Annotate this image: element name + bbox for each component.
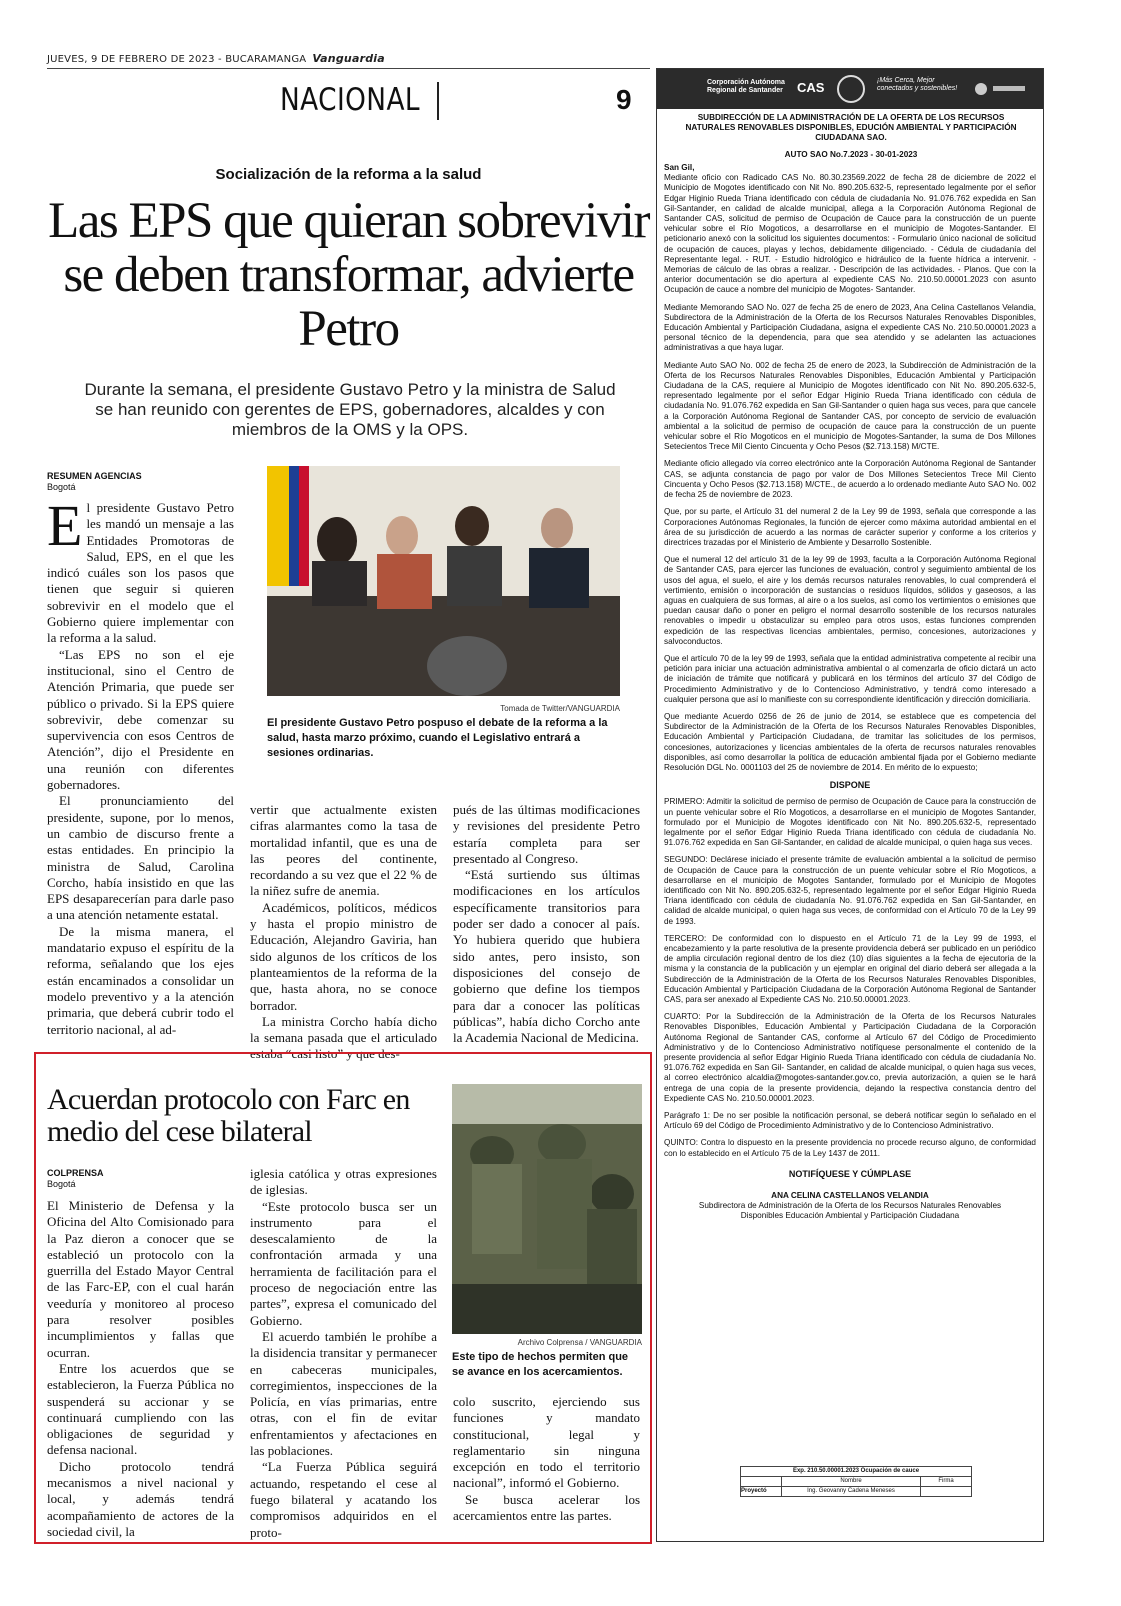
notice-dispone: DISPONE bbox=[829, 780, 871, 791]
notice-title: SUBDIRECCIÓN DE LA ADMINISTRACIÓN DE LA OFERTA DE LOS RECURSOS NATURALES RENOVABLES DISPONIBLES, EDUCIÓN AMBIENTAL Y PARTICIPACIÓN CIUDADANA SAO. bbox=[685, 113, 1017, 143]
page-number: 9 bbox=[616, 84, 632, 115]
second-column-2: iglesia católica y otras expresiones de iglesias. “Este protocolo busca ser un instrumento para el desescalamiento de la confrontación armada y una herramienta de facilitación para el proceso de negociación entre las partes”, expresa el comunicado del Gobierno. El acuerdo también le prohíbe a la disidencia transitar y permanecer en cabeceras municipales, corregimientos, inspecciones de la Policía, en vías primarias, entre otras, con el fin de evitar enfrentamientos y afectaciones en las poblaciones. “La Fuerza Pública seguirá actuando, respetando el cese al fuego bilateral y acatando los compromisos adquiridos en el proto- bbox=[250, 1166, 437, 1540]
second-headline: Acuerdan protocolo con Farc en medio del cese bilateral bbox=[47, 1083, 410, 1148]
second-photo-caption: Este tipo de hechos permiten que se avance en los acercamientos. bbox=[452, 1351, 629, 1378]
section-title: NACIONAL bbox=[280, 82, 421, 118]
second-place: Bogotá bbox=[47, 1179, 76, 1189]
article-byline: RESUMEN AGENCIAS Bogotá bbox=[47, 471, 142, 492]
article-headline: Las EPS que quieran sobrevivir se deben transformar, advierte Petro bbox=[48, 193, 649, 357]
notice-body: San Gil, Mediante oficio con Radicado CAS No. 80.30.23569.2022 de fecha 28 de diciembre de 2022 el Municipio de Mogotes identificado con Nit No. 890.205.632-5, representado legalmente por el señor Edgar Higinio Rueda Triana identificado con cédula de ciudadanía No. 91.076.762 expedida en San Gil-Santander, en calidad de alcalde municipal, allega a la Corporación Autónoma Regional de Santander CAS, solicitud de permiso de Ocupación de Cauce para la construcción de un puente vehicular sobre el Río Mogoticos, a desarrollarse en el municipio de Mogotes-Santander. El peticionario anexó con la solicitud los siguientes documentos: - Formulario único nacional de solicitud de ocupación de cauces, playas y lechos, debidamente diligenciado. - Cédula de ciudadanía del Representante legal. - RUT. - Estudio hidrológico e hidráulico de la fuente hídrica a intervenir. - Memorias de cálculo de las obras a realizar. - Descripción de las actividades. - Planos. Que con la anterior documentación se dio apertura al expediente CAS No. 210.50.00001.2023 con asunto Ocupación de cauce a nombre del municipio de Mogotes- Santander. Mediante Memorando SAO No. 027 de fecha 25 de enero de 2023, Ana Celina Castellanos Velandia, Subdirectora de la Administración de la Oferta de los Recursos Naturales Renovables Disponibles, Educación Ambiental y Participación Ciudadana, asigna el expediente CAS No. 210.50.00001.2023 a personal técnico de la dependencia, para que sea atendido y se adelanten las actuaciones administrativas a que haya lugar. Mediante Auto SAO No. 002 de fecha 25 de enero de 2023, la Subdirección de Administración de la Oferta de los Recursos Naturales Renovables Disponibles, Educación Ambiental y Participación Ciudadana de la CAS, requiere al Municipio de Mogotes identificado con Nit No. 890.205.632-5, representado legalmente por el señor Edgar Higinio Rueda Triana identificado con cédula de ciudadanía No. 91.076.762 expedida en San Gil-Santander o quien haga sus veces, para que cancele a la Corporación Autónoma Regional de Santander CAS, por concepto de servicio de evaluación ambiental a la solicitud de permiso de ocupación de cauce para la construcción de un puente vehicular sobre el Río Mogoticos en el municipio de Mogotes-Santander, la suma de Dos Millones Setecientos Trece Mil Ciento Cincuenta y Ocho Pesos ($2.713.158) M/CTE. Mediante oficio allegado vía correo electrónico ante la Corporación Autónoma Regional de Santander CAS, se adjunta constancia de pago por valor de Dos Millones Setecientos Trece Mil Ciento Cincuenta y Ocho Pesos ($2.713.158) M/CTE., de acuerdo a lo ordenado mediante Auto SAO No. 002 de fecha 25 de noviembre de 2023. Que, por su parte, el Artículo 31 del numeral 2 de la Ley 99 de 1993, señala que corresponde a las Corporaciones Autónomas Regionales, la función de ejercer como máxima autoridad ambiental en el área de su jurisdicción de acuerdo a las normas de carácter superior y conforme a los criterios y directrices trazadas por el Ministerio de Ambiente y Desarrollo Sostenible. Que el numeral 12 del artículo 31 de la ley 99 de 1993, faculta a la Corporación Autónoma Regional de Santander CAS, para ejercer las funciones de evaluación, control y seguimiento ambiental de los usos del agua, el suelo, el aire y los demás recursos naturales renovables, lo cual comprenderá el vertimiento, emisión o incorporación de sustancias o residuos líquidos, sólidos y gaseosos, a las aguas en cualquiera de sus formas, al aire o a los suelos, así como los vertimientos o emisiones que puedan causar daño o poner en peligro el normal desarrollo sostenible de los recursos naturales renovables o impedir u obstaculizar su empleo para otros usos, estas funciones comprenden expedición de las respectivas licencias ambientales, permiso, concesiones, autorizaciones y salvoconductos. Que el artículo 70 de la ley 99 de 1993, señala que la entidad administrativa competente al recibir una petición para iniciar una actuación administrativa ambiental o al comenzarla de oficio dictará un acto de iniciación de trámite que notificará y publicará en los términos del artículo 37 del Código de Procedimiento Administrativo y de lo Contencioso Administrativo, y tendrá como interesado a cualquier persona que así lo manifieste con su correspondiente identificación y dirección domiciliaria. Que mediante Acuerdo 0256 de 26 de junio de 2014, se establece que es competencia del Subdirector de la Administración de la Oferta de los Recursos Naturales Renovables Disponibles, Educación Ambiental y Participación Ciudadana, de tramitar las solicitudes de los permisos, concesiones, autorizaciones y licencias ambientales de la oferta de recursos naturales renovables disponibles, así como desarrollar la política de educación ambiental fijada por el Gobierno mediante Resolución DGL No. 0001103 del 25 de noviembre de 2014. En mérito de lo expuesto; DISPONE PRIMERO: Admitir la solicitud de permiso de permiso de Ocupación de Cauce para la construcción de un puente vehicular sobre el Río Mogoticos, a desarrollarse en el municipio de Mogotes Santander, formulado por el Municipio de Mogotes identificado con Nit No. 890.205.632-5, representado legalmente por el señor Edgar Higinio Rueda Triana identificado con cédula de ciudadanía No. 91.076.762 expedida en San Gil-Santander, en calidad de alcalde municipal, o quien haga sus veces. SEGUNDO: Declárese iniciado el presente trámite de evaluación ambiental a la solicitud de permiso de Ocupación de Cauce para la construcción de un puente vehicular sobre el Río Mogoticos, a desarrollarse en el municipio de Mogotes Santander, formulado por el Municipio de Mogotes identificado con Nit No. 890.205.632-5, representado legalmente por el señor Edgar Higinio Rueda Triana identificado con cédula de ciudadanía No. 91.076.762 expedida en San Gil-Santander, en calidad de alcalde municipal, o quien haga sus veces, de conformidad con el Artículo 70 de la Ley 99 de 1993. TERCERO: De conformidad con lo dispuesto en el Artículo 71 de la Ley 99 de 1993, el encabezamiento y la parte resolutiva de la presente providencia deberá ser publicado en un periódico de amplia circulación regional dentro de los diez (10) días siguientes a la fecha de ejecutoria de la misma y la constancia de la publicación y un ejemplar en original del diario deberá ser allegada a la Subdirección de la Administración de la Oferta de los Recursos Naturales Renovables Disponibles, Educación Ambiental y Participación Ciudadana de la Corporación Autónoma Regional de Santander CAS, para ser anexado al Expediente CAS No. 210.50.00001.2023. CUARTO: Por la Subdirección de la Administración de la Oferta de los Recursos Naturales Renovables Disponibles, Educación Ambiental y Participación Ciudadana de la Corporación Autónoma Regional de Santander CAS, conforme al Artículo 67 del Código de Procedimiento Administrativo y de lo Contencioso Administrativo notifíquese personalmente el contenido de la presente providencia al señor Edgar Higinio Rueda Triana identificado con cédula de ciudadanía No. 91.076.762 expedida en San Gil- Santander, en calidad de alcalde municipal, o quien haga sus veces, al correo electrónico alcaldia@mogotes-santander.gov.co, previa autorización, a quien se le hará entrega de una copia de la presente providencia, dejando la respectiva constancia dentro del Expediente CAS No. 210.50.00001.2023. Parágrafo 1: De no ser posible la notificación personal, se deberá notificar según lo señalado en el Artículo 69 del Código de Procedimiento Administrativo y de lo Contencioso Administrativo. QUINTO: Contra lo dispuesto en la presente providencia no procede recurso alguno, de conformidad con lo establecido en el Artículo 75 de la Ley 1437 de 2011. NOTIFÍQUESE Y CÚMPLASE ANA CELINA CASTELLANOS VELANDIA Subdirectora de Administración de la Oferta de los Recursos Naturales Renovables Disponibles Educación Ambiental y Participación Ciudadana bbox=[664, 163, 1036, 1221]
dropcap: E bbox=[47, 493, 83, 558]
approval-table bbox=[740, 1466, 972, 1497]
approval-table-header: Exp. 210.50.00001.2023 Ocupación de cauce bbox=[741, 1467, 971, 1477]
second-byline: COLPRENSA Bogotá bbox=[47, 1168, 104, 1189]
second-column-3: colo suscrito, ejerciendo sus funciones y mandato constitucional, legal y reglamentario sin ninguna excepción en todo el territorio nacional”, informó el Gobierno. Se busca acelerar los acercamientos entre las partes. bbox=[453, 1394, 640, 1524]
approval-row-label: Proyectó bbox=[741, 1487, 782, 1496]
legal-notice-banner bbox=[657, 69, 1043, 109]
approval-col-firma: Firma bbox=[938, 1478, 954, 1484]
notice-city: San Gil, bbox=[664, 163, 695, 172]
article-column-3: pués de las últimas modificaciones y revisiones del presidente Petro estaría completa para ser presentado al Congreso. “Está surtiendo sus últimas modificaciones en los artículos específicamente transitorios para poder ser dado a conocer al país. Yo hubiera querido que hubiera sido antes, pero insisto, son disposiciones del consejo de gobierno que define los tiempos para dar a conocer las políticas públicas”, había dicho Corcho ante la Academia Nacional de Medicina. bbox=[453, 802, 640, 1046]
notice-signer: ANA CELINA CASTELLANOS VELANDIA bbox=[771, 1191, 929, 1201]
approval-col-nombre: Nombre bbox=[782, 1477, 921, 1486]
cas-org-name: Corporación Autónoma Regional de Santander bbox=[707, 79, 785, 94]
cas-logo: CAS bbox=[797, 80, 825, 95]
approval-row-name: Ing. Geovanny Cadena Meneses bbox=[782, 1487, 921, 1496]
notice-signer-title: Subdirectora de Administración de la Oferta de los Recursos Naturales Renovables Disponibles Educación Ambiental y Participación Ciudadana bbox=[698, 1201, 1002, 1221]
second-column-1: El Ministerio de Defensa y la Oficina del Alto Comisionado para la Paz dieron a conocer que se estableció un protocolo con la guerrilla del Estado Mayor Central de las Farc-EP, con el cual harán veeduría y monitoreo al proceso para resolver posibles incumplimientos y fallas que ocurran. Entre los acuerdos que se establecieron, la Fuerza Pública no suspenderá su accionar y se continuará cumpliendo con las obligaciones de seguridad y defensa nacional. Dicho protocolo tendrá mecanismos a nivel nacional y local, y además tendrá acompañamiento de actores de la sociedad civil, la bbox=[47, 1198, 234, 1539]
photo-caption: El presidente Gustavo Petro pospuso el debate de la reforma a la salud, hasta marzo próximo, cuando el Legislativo entrará a sesiones ordinarias. bbox=[267, 717, 608, 759]
notice-closing: NOTIFÍQUESE Y CÚMPLASE bbox=[788, 1168, 912, 1179]
top-rule bbox=[47, 68, 650, 69]
emblem-icon bbox=[975, 83, 987, 95]
government-logo-icon bbox=[993, 86, 1025, 91]
article-column-1: El presidente Gustavo Petro les mandó un mensaje a las Entidades Promotoras de Salud, EPS, en el que les indicó cuáles son los pasos que tienen que seguir si quieren sobrevivir en el modelo que el Gobierno quiere implementar con la reforma a la salud. “Las EPS no son el eje institucional, sino el Centro de Atención Primaria, que puede ser público o privado. Si la EPS quiere sobrevivir, debe comenzar su supervivencia con esos Centros de Atención”, dijo el Presidente en una reunión con diferentes gobernadores. El pronunciamiento del presidente, supone, por lo menos, un cambio de discurso frente a estas entidades. En principio la ministra de Salud, Carolina Corcho, había insistido en que las EPS desaparecerían para darle paso a una atención netamente estatal. De la misma manera, el mandatario expuso el espíritu de la reforma, señalando que los ejes están encaminados a consolidar un modelo preventivo y a la atención primaria, que deberá cubrir todo el territorio nacional, al ad- bbox=[47, 493, 234, 1037]
article-photo bbox=[267, 466, 620, 696]
cas-slogan: ¡Más Cerca, Mejor conectados y sostenibles! bbox=[877, 77, 958, 92]
notice-auto: AUTO SAO No.7.2023 - 30-01-2023 bbox=[784, 150, 918, 159]
article-dek: Durante la semana, el presidente Gustavo Petro y la ministra de Salud se han reunido con gerentes de EPS, gobernadores, alcaldes y con miembros de la OMS y la OPS. bbox=[84, 380, 616, 439]
dateline: JUEVES, 9 DE FEBRERO DE 2023 - BUCARAMANGA Vanguardia bbox=[47, 52, 385, 65]
article-column-2: vertir que actualmente existen cifras alarmantes como la tasa de mortalidad infantil, que es una de las peores del continente, recordando a su vez que el 22 % de la niñez sufre de anemia. Académicos, políticos, médicos y hasta el propio ministro de Educación, Alejandro Gaviria, han sido algunos de los críticos de los planteamientos de la reforma de la que, hasta ahora, no se conoce borrador. La ministra Corcho había dicho la semana pasada que el articulado estaba “casi listo” y que des- bbox=[250, 802, 437, 1062]
brand-logo: Vanguardia bbox=[312, 52, 385, 65]
article-place: Bogotá bbox=[47, 482, 76, 492]
second-photo bbox=[452, 1084, 642, 1334]
seal-icon bbox=[837, 75, 865, 103]
section-divider bbox=[437, 82, 439, 120]
article-kicker: Socialización de la reforma a la salud bbox=[215, 166, 482, 183]
second-photo-credit: Archivo Colprensa / VANGUARDIA bbox=[517, 1338, 642, 1347]
photo-credit: Tomada de Twitter/VANGUARDIA bbox=[500, 704, 620, 713]
